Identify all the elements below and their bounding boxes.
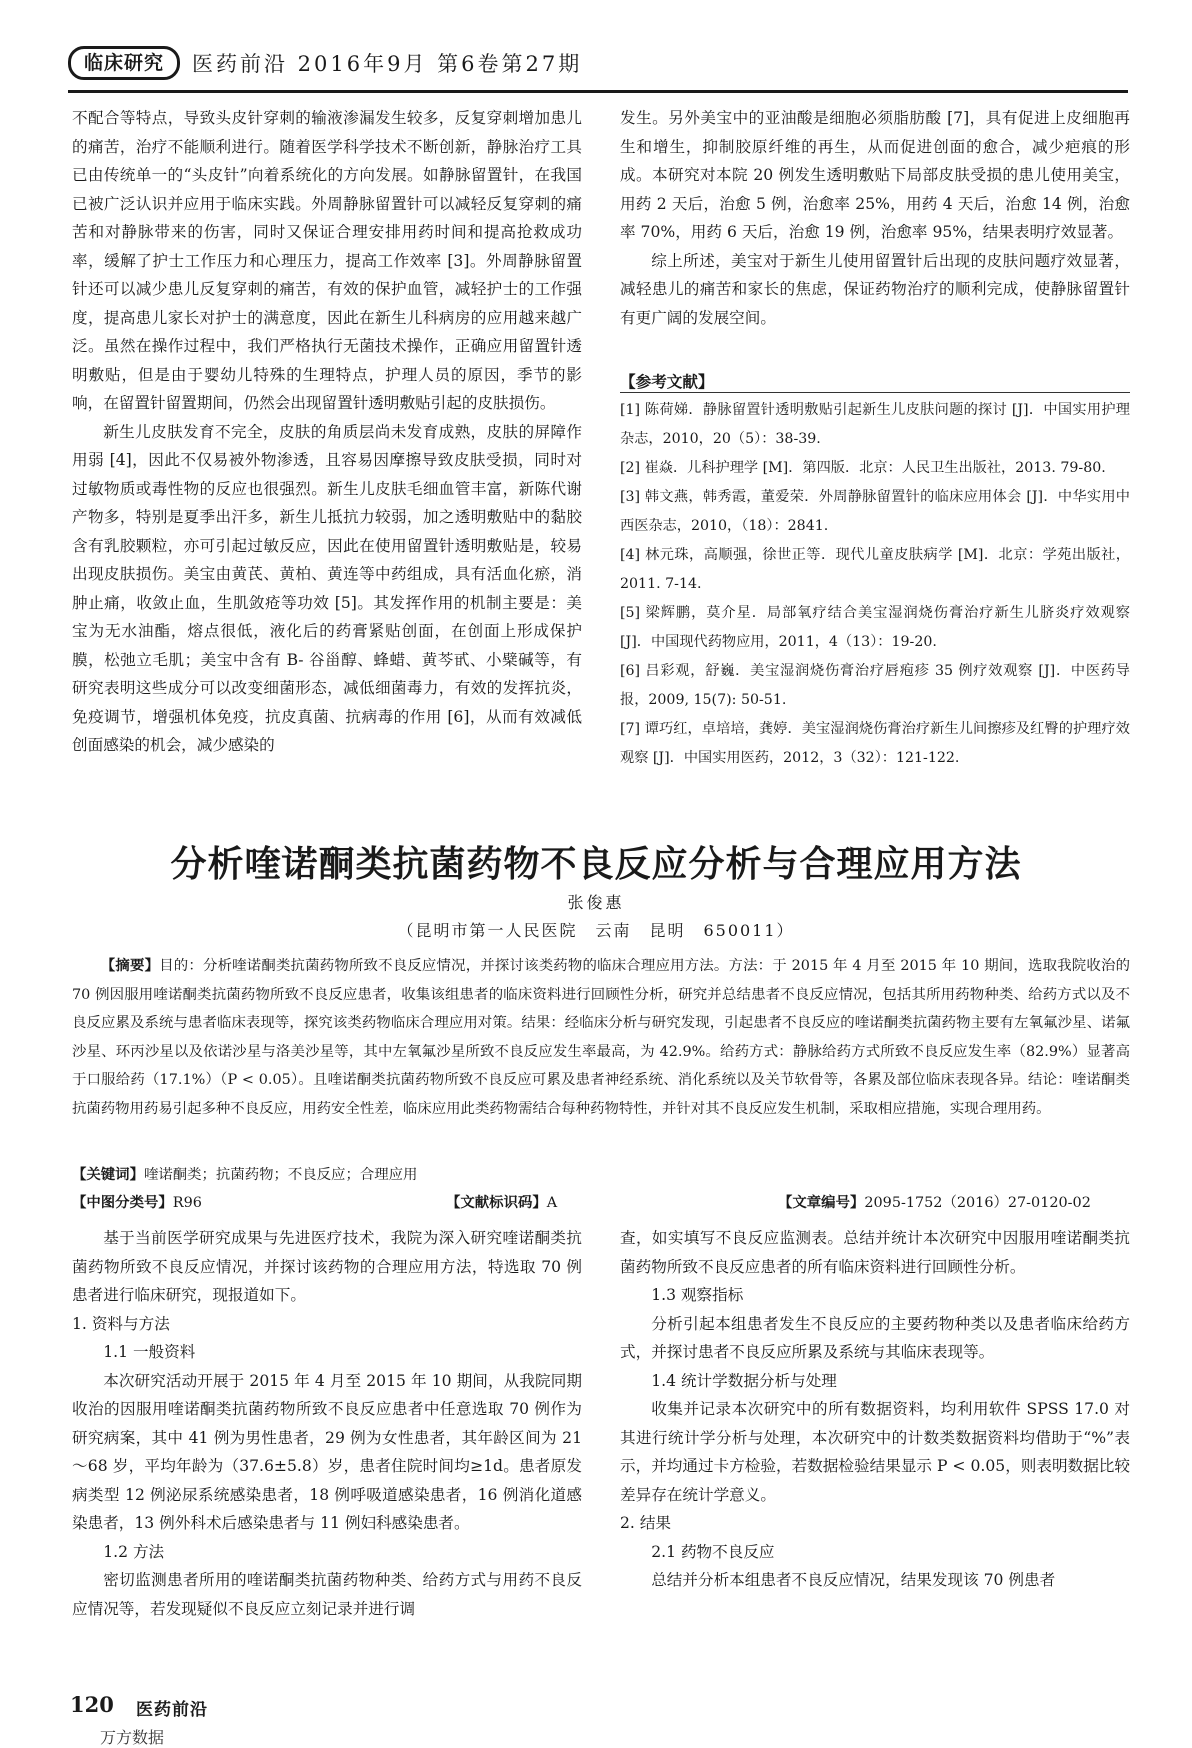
article-title: 分析喹诺酮类抗菌药物不良反应分析与合理应用方法 (170, 844, 1022, 885)
abstract-label: 【摘要】 (100, 957, 160, 974)
paragraph: 不配合等特点，导致头皮针穿刺的输液渗漏发生较多，反复穿刺增加患儿的痛苦，治疗不能顺利进行。随着医学科学技术不断创新，静脉治疗工具已由传统单一的“头皮针”向着系统化的方向发展。如静脉留置针，在我国已被广泛认识并应用于临床实践。外周静脉留置针可以减轻反复穿刺的痛苦和对静脉带来的伤害，同时又保证合理安排用药时间和提高抢救成功率，缓解了护士工作压力和心理压力，提高工作效率 [3]。外周静脉留置针还可以减少患儿反复穿刺的痛苦，有效的保护血管，减轻护士的工作强度，提高患儿家长对护士的满意度，因此在新生儿科病房的应用越来越广泛。虽然在操作过程中，我们严格执行无菌技术操作，正确应用留置针透明敷贴，但是由于婴幼儿特殊的生理特点，护理人员的原因，季节的影响，在留置针留置期间，仍然会出现留置针透明敷贴引起的皮肤损伤。 (72, 109, 582, 412)
clc-value: R96 (172, 1195, 202, 1211)
keywords-text: 喹诺酮类；抗菌药物；不良反应；合理应用 (143, 1167, 418, 1183)
document-code (446, 1189, 557, 1217)
keywords (72, 1161, 1130, 1189)
references-title: 【参考文献】 (620, 372, 714, 391)
article-number (778, 1189, 1091, 1217)
references-rule (620, 392, 1130, 393)
references-list (620, 396, 1130, 773)
journal-header: 医药前沿 2016年9月 第6卷第27期 (192, 52, 583, 76)
section-badge: 临床研究 (68, 46, 180, 80)
clc-number (72, 1189, 202, 1217)
page-number: 120 (70, 1692, 114, 1717)
abstract (72, 952, 1130, 1123)
paragraph: 新生儿皮肤发育不完全，皮肤的角质层尚未发育成熟，皮肤的屏障作用弱 [4]，因此不仅易被外物渗透，且容易因摩擦导致皮肤受损，同时对过敏物质或毒性物的反应也很强烈。新生儿皮肤毛细血管丰富，新陈代谢产物多，特别是夏季出汗多，新生儿抵抗力较弱，加之透明敷贴中的黏胶含有乳胶颗粒，亦可引起过敏反应，因此在使用留置针透明敷贴是，较易出现皮肤损伤。美宝由黄芪、黄柏、黄连等中药组成，具有活血化瘀，消肿止痛，收敛止血，生肌敛疮等功效 [5]。其发挥作用的机制主要是：美宝为无水油酯，熔点很低，液化后的药膏紧贴创面，在创面上形成保护膜，松弛立毛肌；美宝中含有 B- 谷甾醇、蜂蜡、黄芩甙、小檗碱等，有研究表明这些成分可以改变细菌形态，减低细菌毒力，有效的发挥抗炎，免疫调节，增强机体免疫，抗皮真菌、抗病毒的作用 [6]，从而有效减低创面感染的机会，减少感染的 (72, 422, 582, 754)
paragraph: 查，如实填写不良反应监测表。总结并统计本次研究中因服用喹诺酮类抗菌药物所致不良反应患者的所有临床资料进行回顾性分析。 (620, 1229, 1130, 1276)
reference-item: [2] 崔焱．儿科护理学 [M]．第四版．北京：人民卫生出版社，2013. 79-80. (620, 460, 1106, 476)
doc-label: 【文献标识码】 (446, 1194, 547, 1211)
reference-item: [3] 韩文燕，韩秀霞，董爱荣．外周静脉留置针的临床应用体会 [J]．中华实用中西医杂志，2010，（18）：2841. (620, 489, 1130, 534)
watermark: 万方数据 (100, 1728, 165, 1747)
keywords-label: 【关键词】 (72, 1166, 144, 1183)
body-right-column (620, 1224, 1130, 1595)
paragraph: 综上所述，美宝对于新生儿使用留置针后出现的皮肤问题疗效显著，减轻患儿的痛苦和家长的焦虑，保证药物治疗的顺利完成，使静脉留置针有更广阔的发展空间。 (620, 251, 1130, 327)
reference-item: [6] 吕彩观，舒巍．美宝湿润烧伤膏治疗唇疱疹 35 例疗效观察 [J]．中医药导报，2009, 15(7): 50-51. (620, 663, 1130, 708)
section-heading: 1. 资料与方法 (72, 1314, 170, 1333)
subsection-heading: 2.1 药物不良反应 (651, 1542, 775, 1561)
reference-item: [4] 林元珠，高顺强，徐世正等．现代儿童皮肤病学 [M]．北京：学苑出版社，2011. 7-14. (620, 547, 1130, 592)
subsection-heading: 1.4 统计学数据分析与处理 (651, 1371, 837, 1390)
clc-label: 【中图分类号】 (72, 1194, 173, 1211)
right-column-top (620, 104, 1130, 332)
subsection-heading: 1.3 观察指标 (651, 1286, 744, 1304)
paragraph: 密切监测患者所用的喹诺酮类抗菌药物种类、给药方式与用药不良反应情况等，若发现疑似不良反应立刻记录并进行调 (72, 1571, 582, 1618)
reference-item: [5] 梁辉鹏，莫介星．局部氧疗结合美宝湿润烧伤膏治疗新生儿脐炎疗效观察 [J]．中国现代药物应用，2011，4（13）：19-20. (620, 605, 1130, 650)
footer-journal: 医药前沿 (136, 1700, 208, 1720)
article-affiliation: （昆明市第一人民医院 云南 昆明 650011） (397, 921, 795, 940)
subsection-heading: 1.1 一般资料 (103, 1343, 196, 1361)
section-heading: 2. 结果 (620, 1514, 672, 1532)
paragraph: 发生。另外美宝中的亚油酸是细胞必须脂肪酸 [7]，具有促进上皮细胞再生和增生，抑制胶原纤维的再生，从而促进创面的愈合，减少疤痕的形成。本研究对本院 20 例发生透明敷贴下局部皮肤受损的患儿使用美宝，用药 2 天后，治愈 5 例，治愈率 25%，用药 4 天后，治愈 14 例，治愈率 70%，用药 6 天后，治愈 19 例，治愈率 95%，结果表明疗效显著。 (620, 109, 1130, 241)
article-no-label: 【文章编号】 (778, 1194, 865, 1211)
paragraph: 收集并记录本次研究中的所有数据资料，均利用软件 SPSS 17.0 对其进行统计学分析与处理，本次研究中的计数类数据资料均借助于“%”表示，并均通过卡方检验，若数据检验结果显示 P < 0.05，则表明数据比较差异存在统计学意义。 (620, 1400, 1130, 1504)
article-author: 张俊惠 (567, 893, 625, 912)
left-column-top (72, 104, 582, 760)
body-left-column (72, 1224, 582, 1623)
doc-value: A (546, 1195, 558, 1211)
paragraph: 分析引起本组患者发生不良反应的主要药物种类以及患者临床给药方式，并探讨患者不良反应所累及系统与其临床表现等。 (620, 1314, 1130, 1361)
article-no-value: 2095-1752（2016）27-0120-02 (864, 1195, 1091, 1211)
abstract-text: 目的：分析喹诺酮类抗菌药物所致不良反应情况，并探讨该类药物的临床合理应用方法。方法：于 2015 年 4 月至 2015 年 10 期间，选取我院收治的 70 例因服用喹诺酮类抗菌药物所致不良反应患者，收集该组患者的临床资料进行回顾性分析，研究并总结患者不良反应情况，包括其所用药物种类、给药方式以及不良反应累及系统与患者临床表现等，探究该类药物临床合理应用对策。结果：经临床分析与研究发现，引起患者不良反应的喹诺酮类抗菌药物主要有左氧氟沙星、诺氟沙星、环丙沙星以及依诺沙星与洛美沙星等，其中左氧氟沙星所致不良反应发生率最高，为 42.9%。给药方式：静脉给药方式所致不良反应发生率（82.9%）显著高于口服给药（17.1%）（P < 0.05）。且喹诺酮类抗菌药物所致不良反应可累及患者神经系统、消化系统以及关节软骨等，各累及部位临床表现各异。结论：喹诺酮类抗菌药物用药易引起多种不良反应，用药安全性差，临床应用此类药物需结合每种药物特性，并针对其不良反应发生机制，采取相应措施，实现合理用药。 (72, 958, 1130, 1117)
reference-item: [7] 谭巧红，卓培培，龚婷．美宝湿润烧伤膏治疗新生儿间擦疹及红臀的护理疗效观察 [J]．中国实用医药，2012，3（32）：121-122. (620, 721, 1130, 766)
reference-item: [1] 陈荷娣．静脉留置针透明敷贴引起新生儿皮肤问题的探讨 [J]．中国实用护理杂志，2010，20（5）：38-39. (620, 402, 1130, 447)
paragraph: 基于当前医学研究成果与先进医疗技术，我院为深入研究喹诺酮类抗菌药物所致不良反应情况，并探讨该药物的合理应用方法，特选取 70 例患者进行临床研究，现报道如下。 (72, 1229, 582, 1304)
header-rule (68, 90, 1128, 93)
paragraph: 本次研究活动开展于 2015 年 4 月至 2015 年 10 期间，从我院同期收治的因服用喹诺酮类抗菌药物所致不良反应患者中任意选取 70 例作为研究病案，其中 41 例为男性患者，29 例为女性患者，其年龄区间为 21～68 岁，平均年龄为（37.6±5.8）岁，患者住院时间均≥1d。患者原发病类型 12 例泌尿系统感染患者，18 例呼吸道感染患者，16 例消化道感染患者，13 例外科术后感染患者与 11 例妇科感染患者。 (72, 1371, 582, 1532)
subsection-heading: 1.2 方法 (103, 1542, 165, 1561)
paragraph: 总结并分析本组患者不良反应情况，结果发现该 70 例患者 (651, 1571, 1056, 1589)
